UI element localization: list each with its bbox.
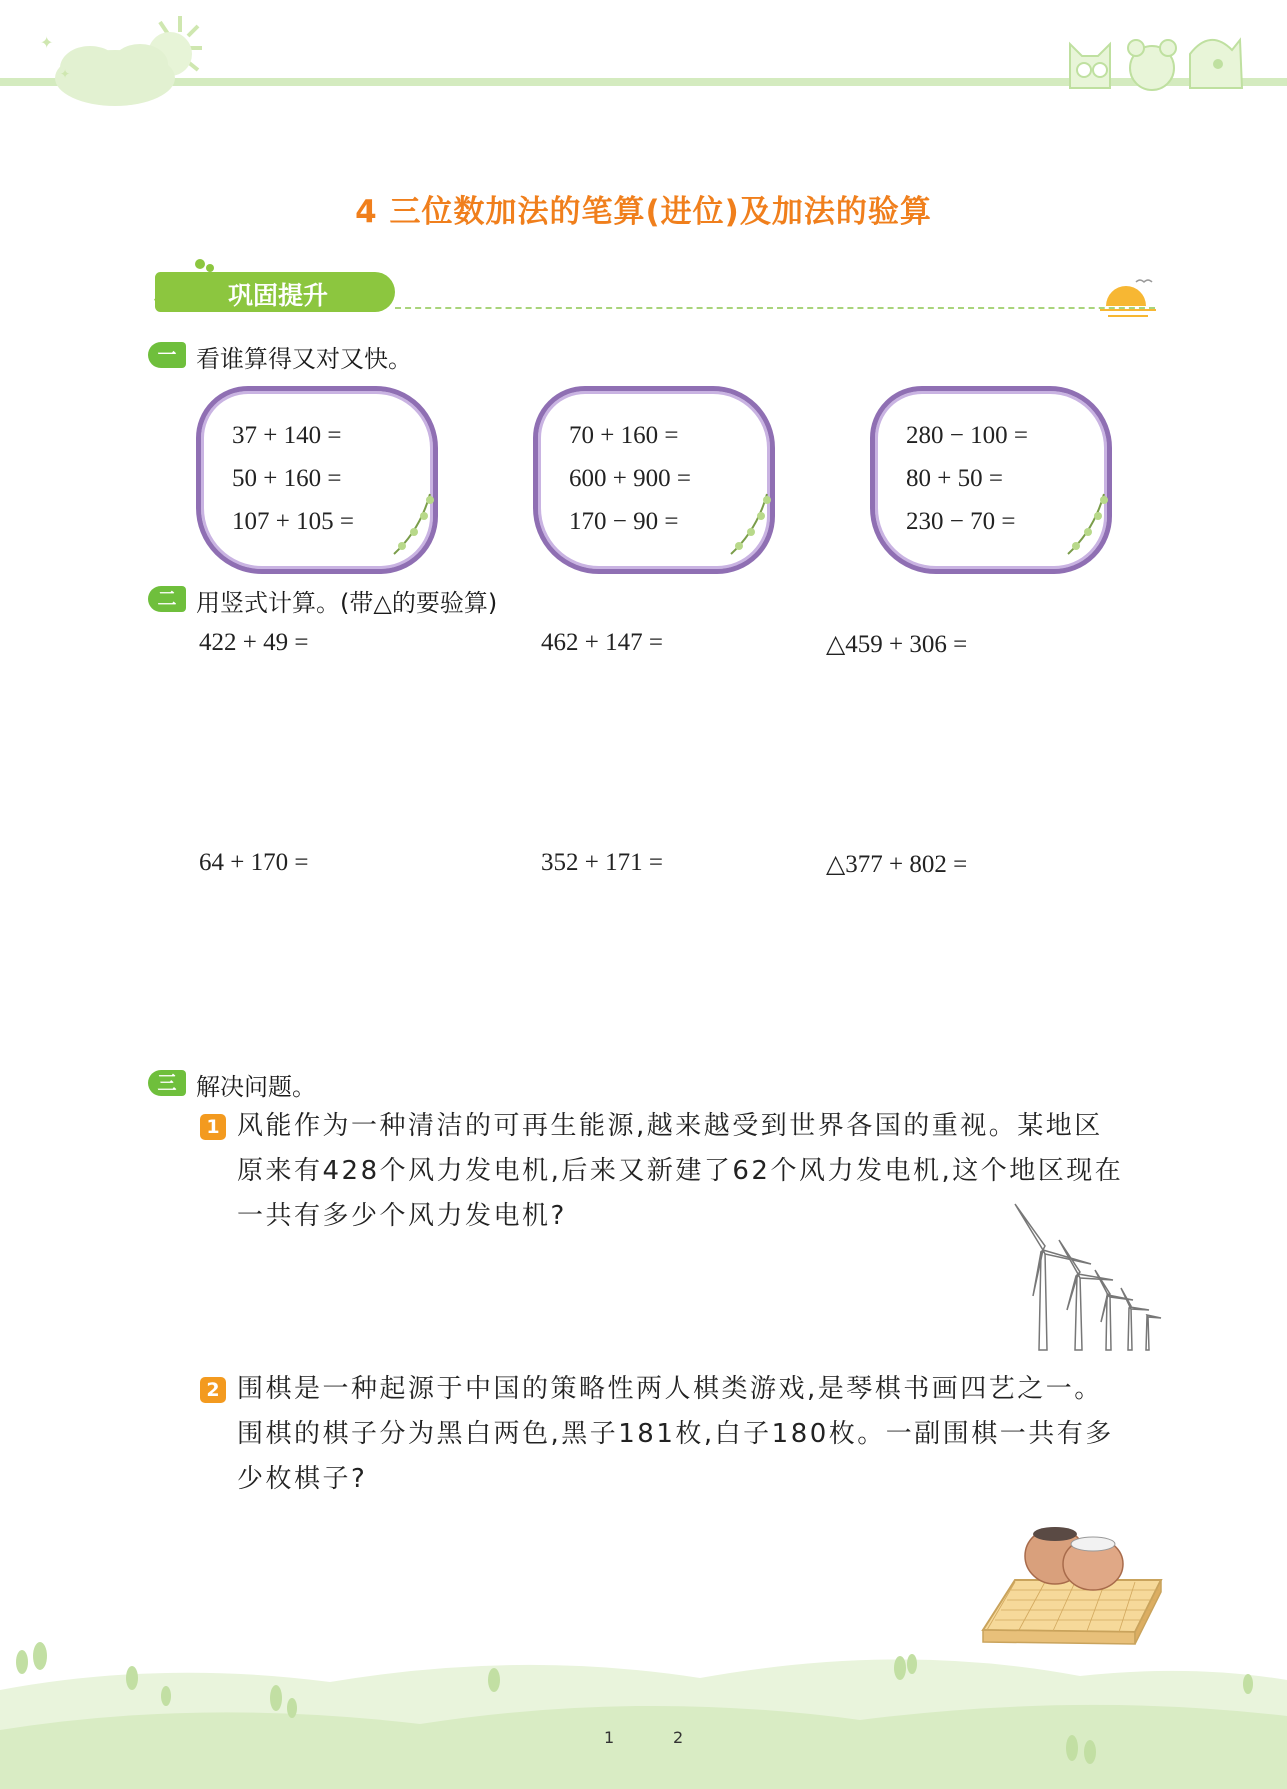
section1-badge: 一 <box>148 342 186 368</box>
section3-badge: 三 <box>148 1070 186 1096</box>
wind-turbines-illustration <box>1005 1200 1165 1355</box>
page-number-left: 1 <box>604 1728 615 1747</box>
page-title: 4 三位数加法的笔算(进位)及加法的验算 <box>355 194 932 230</box>
problem-line: 一共有多少个风力发电机? <box>237 1201 567 1231</box>
section1-title: 看谁算得又对又快。 <box>196 345 412 373</box>
section2-title: 用竖式计算。(带△的要验算) <box>196 589 498 617</box>
section2-badge: 二 <box>148 586 186 612</box>
problem1-text <box>237 1104 1123 1239</box>
equation: 50 + 160 = <box>232 465 342 492</box>
cloud-sun-icon <box>20 8 210 108</box>
vertical-calc-item: 422 + 49 = <box>199 629 309 656</box>
svg-text:✦: ✦ <box>40 33 54 52</box>
problem-line: 围棋的棋子分为黑白两色,黑子181枚,白子180枚。一副围棋一共有多 <box>237 1419 1114 1449</box>
problem-line: 风能作为一种清洁的可再生能源,越来越受到世界各国的重视。某地区 <box>237 1111 1103 1141</box>
svg-text:✦: ✦ <box>60 67 71 81</box>
page-number-right: 2 <box>673 1728 684 1747</box>
vertical-calc-item: 64 + 170 = <box>199 849 309 876</box>
equation: 70 + 160 = <box>569 422 679 449</box>
cartoon-animals-icon <box>1060 20 1250 92</box>
problem2-badge: 2 <box>200 1377 226 1403</box>
equation: 170 − 90 = <box>569 508 679 535</box>
vine-icon <box>727 490 787 560</box>
banner-divider <box>395 307 1155 309</box>
equation: 230 − 70 = <box>906 508 1016 535</box>
grass-hills-illustration <box>0 1620 1287 1789</box>
problem-line: 少枚棋子? <box>237 1464 368 1494</box>
sun-horizon-icon <box>1100 276 1160 320</box>
problem1-badge: 1 <box>200 1114 226 1140</box>
equation: 37 + 140 = <box>232 422 342 449</box>
vine-icon <box>390 490 450 560</box>
equation: 107 + 105 = <box>232 508 354 535</box>
problem-line: 围棋是一种起源于中国的策略性两人棋类游戏,是琴棋书画四艺之一。 <box>237 1374 1103 1404</box>
equation: 80 + 50 = <box>906 465 1003 492</box>
vertical-calc-item: 462 + 147 = <box>541 629 663 656</box>
banner-label: 巩固提升 <box>228 281 329 310</box>
vertical-calc-item: △377 + 802 = <box>826 851 968 878</box>
problem-line: 原来有428个风力发电机,后来又新建了62个风力发电机,这个地区现在 <box>237 1156 1124 1186</box>
section3-title: 解决问题。 <box>196 1073 316 1101</box>
equation: 280 − 100 = <box>906 422 1028 449</box>
problem2-text <box>237 1367 1114 1502</box>
vertical-calc-item: 352 + 171 = <box>541 849 663 876</box>
vine-icon <box>1064 490 1124 560</box>
vertical-calc-item: △459 + 306 = <box>826 631 968 658</box>
equation: 600 + 900 = <box>569 465 691 492</box>
